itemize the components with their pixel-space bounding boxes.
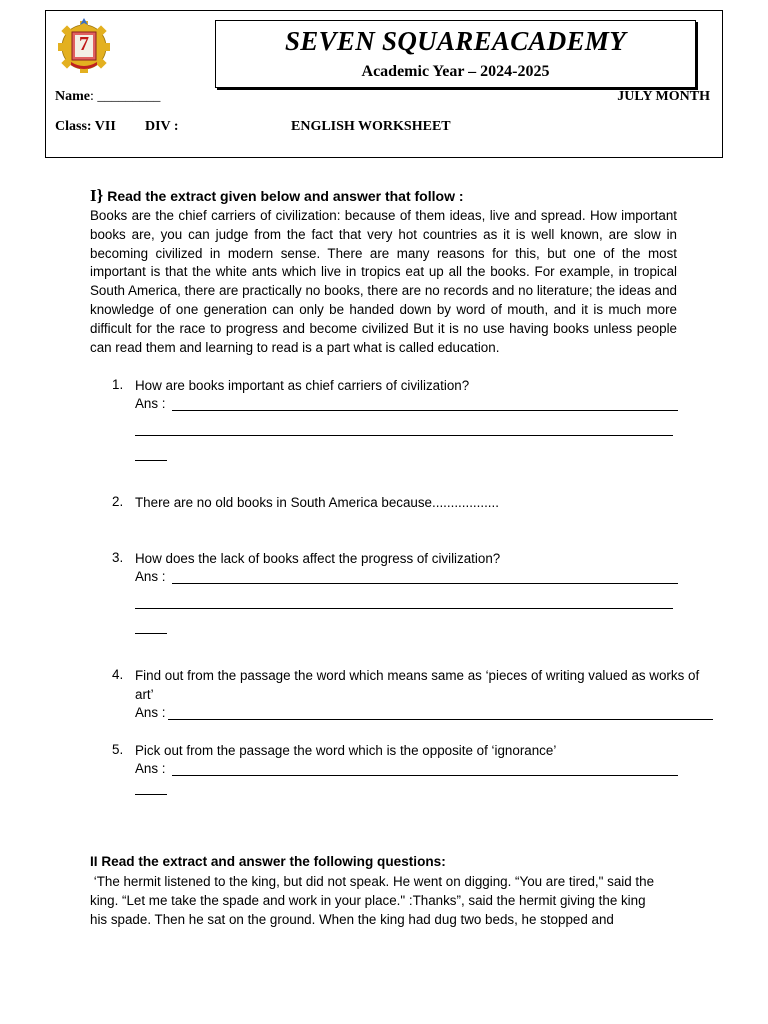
question-1-answer-line-3[interactable] [135,460,167,461]
section1-heading [90,186,464,206]
question-3-answer-line-1[interactable] [172,583,678,584]
question-1-answer-line-2[interactable] [135,435,673,436]
section1-heading-text: Read the extract given below and answer that follow : [103,188,464,204]
question-5-number: 5. [112,742,124,757]
question-1-ans-label: Ans : [135,396,166,411]
question-2-text: There are no old books in South America because.................. [135,495,499,510]
section1-passage: Books are the chief carriers of civilization: because of them ideas, live and spread. How important books are, you can judge from the fact that very hot countries as it is well known, are slow in becoming civilized in modern sense. There are many reasons for this, but one of the most important is that the white ants which live in tropics eat up all the books. For example, in tropical South America, there are practically no books, there are no records and no literature; the ideas and knowledge of one generation can only be handed down by word of mouth, and it is much more difficult for the race to progress and become civilized But it is no use having books unless people can read them and learning to read is a part what is called education. [90,208,677,355]
section2-passage-line-3: his spade. Then he sat on the ground. When the king had dug two beds, he stopped and [90,911,614,927]
month-label: JULY MONTH [617,89,710,104]
question-4-ans-label: Ans : [135,705,166,720]
question-5-ans-label: Ans : [135,761,166,776]
question-4-number: 4. [112,667,124,682]
question-1-text: How are books important as chief carriers of civilization? [135,378,470,393]
logo-number: 7 [79,33,89,55]
worksheet-title: ENGLISH WORKSHEET [291,119,451,134]
section2-passage-line-2: king. “Let me take the spade and work in your place." :Thanks”, said the hermit giving the king [90,892,646,908]
question-5-text: Pick out from the passage the word which is the opposite of ‘ignorance’ [135,743,557,758]
question-1-answer-line-1[interactable] [172,410,678,411]
div-label: DIV : [145,119,179,134]
question-3-ans-label: Ans : [135,569,166,584]
school-name: SEVEN SQUAREACADEMY [284,26,627,56]
name-blank: : _________ [90,89,161,104]
question-4-text-line1: Find out from the passage the word which means same as ‘pieces of writing valued as works of [135,668,700,683]
question-3-answer-line-3[interactable] [135,633,167,634]
section2-passage [90,873,680,929]
question-2-number: 2. [112,494,124,509]
name-field [55,89,160,105]
question-1-number: 1. [112,377,124,392]
question-4-answer-line[interactable] [168,719,713,720]
question-3-number: 3. [112,550,124,565]
school-logo [53,15,115,75]
question-4-text-line2: art’ [135,687,154,702]
question-5-answer-line-2[interactable] [135,794,167,795]
question-3-answer-line-2[interactable] [135,608,673,609]
name-label: Name [55,89,90,104]
section2-heading: II Read the extract and answer the following questions: [90,854,446,869]
class-label: Class: VII [55,119,116,134]
section2-passage-line-1: ‘The hermit listened to the king, but did not speak. He went on digging. “You are tired," said the [90,874,655,889]
question-3-text: How does the lack of books affect the progress of civilization? [135,551,501,566]
academic-year: Academic Year – 2024-2025 [361,63,550,80]
question-5-answer-line-1[interactable] [172,775,678,776]
section1-roman: I} [90,186,104,205]
